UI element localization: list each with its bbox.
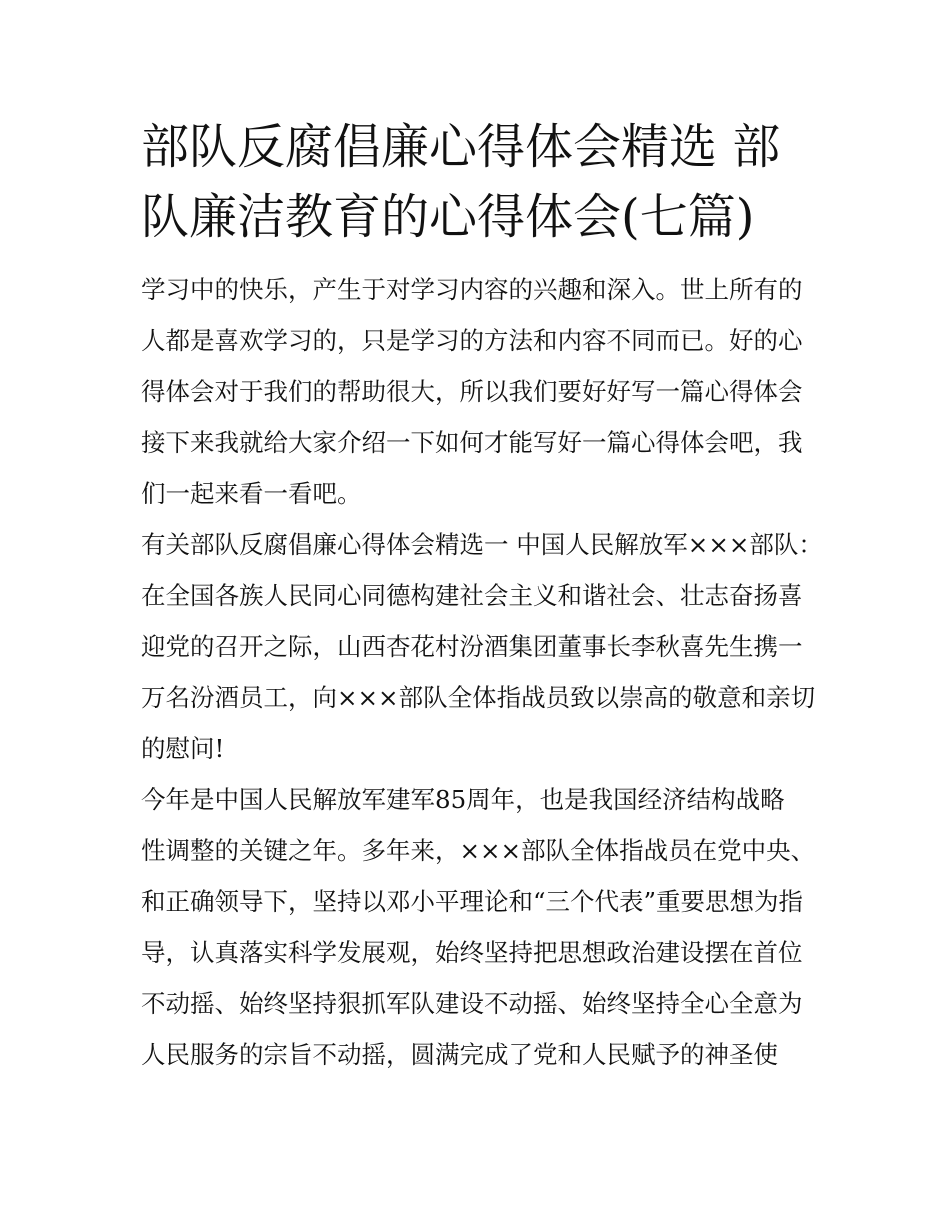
body-line: 迎党的召开之际，山西杏花村汾酒集团董事长李秋喜先生携一 bbox=[141, 632, 803, 661]
body-line: 学习中的快乐，产生于对学习内容的兴趣和深入。世上所有的 bbox=[141, 275, 803, 304]
document-body bbox=[141, 264, 823, 1080]
body-line: 今年是中国人民解放军建军85周年，也是我国经济结构战略 bbox=[141, 785, 785, 814]
body-line: 不动摇、始终坚持狠抓军队建设不动摇、始终坚持全心全意为 bbox=[141, 989, 803, 1018]
title-line-2: 队廉洁教育的心得体会(七篇) bbox=[141, 189, 755, 245]
body-line: 导，认真落实科学发展观，始终坚持把思想政治建设摆在首位 bbox=[141, 938, 803, 967]
body-line: 们一起来看一看吧。 bbox=[141, 479, 362, 508]
body-line: 在全国各族人民同心同德构建社会主义和谐社会、壮志奋扬喜 bbox=[141, 581, 803, 610]
body-line: 和正确领导下，坚持以邓小平理论和“三个代表”重要思想为指 bbox=[141, 887, 804, 916]
body-line: 得体会对于我们的帮助很大，所以我们要好好写一篇心得体会 bbox=[141, 377, 803, 406]
body-line: 有关部队反腐倡廉心得体会精选一 中国人民解放军×××部队： bbox=[141, 530, 823, 559]
title-line-1: 部队反腐倡廉心得体会精选 部 bbox=[141, 119, 781, 175]
document-page bbox=[141, 112, 823, 1080]
body-line: 人都是喜欢学习的，只是学习的方法和内容不同而已。好的心 bbox=[141, 326, 803, 355]
body-line: 的慰问! bbox=[141, 734, 225, 763]
document-title bbox=[141, 112, 813, 252]
body-line: 接下来我就给大家介绍一下如何才能写好一篇心得体会吧，我 bbox=[141, 428, 803, 457]
body-line: 性调整的关键之年。多年来，×××部队全体指战员在党中央、 bbox=[141, 836, 816, 865]
body-line: 人民服务的宗旨不动摇，圆满完成了党和人民赋予的神圣使 bbox=[141, 1040, 778, 1069]
body-line: 万名汾酒员工，向×××部队全体指战员致以崇高的敬意和亲切 bbox=[141, 683, 816, 712]
